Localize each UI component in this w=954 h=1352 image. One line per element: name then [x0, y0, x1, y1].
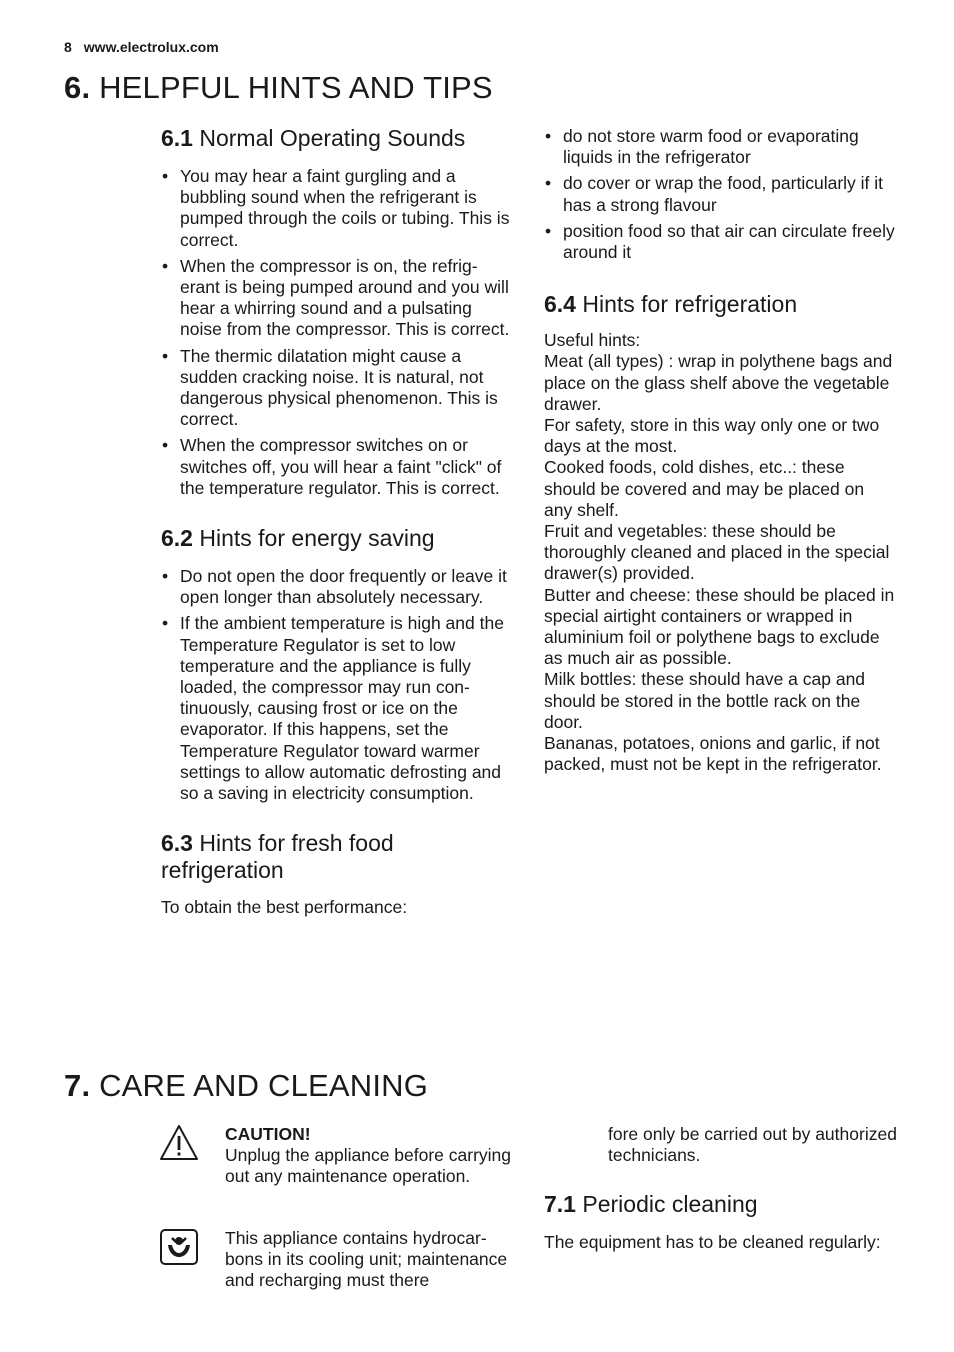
caution-title: CAUTION! [225, 1124, 311, 1144]
energy-list [161, 566, 511, 804]
list-item: • position food so that air can circulate freely around it [544, 221, 896, 263]
hint-line: Butter and cheese: these should be placed in special airtight containers or wrapped in aluminium foil or polythene bags to exclude as much air as possible. [544, 584, 895, 669]
warning-triangle-icon [159, 1124, 201, 1164]
list-item: • You may hear a faint gurgling and a bubbling sound when the refrigerant is pumped through the coils or tubing. This is correct. [161, 166, 511, 251]
subsection-7-1-title: 7.1 Periodic cleaning [544, 1191, 758, 1217]
subsection-6-2-title: 6.2 Hints for energy saving [161, 525, 435, 552]
hint-line: Useful hints: [544, 330, 641, 351]
list-item: • When the compressor switches on or switches off, you will hear a faint "click" of the temperature regulator. This is correct. [161, 435, 511, 499]
section-6-title: 6. HELPFUL HINTS AND TIPS [64, 70, 493, 105]
page-number: 8 [64, 39, 72, 55]
hint-line: Meat (all types) : wrap in polythene bags and place on the glass shelf above the vegetable drawer. [544, 351, 893, 414]
caution-text: Unplug the appliance before carrying out any maintenance operation. [225, 1145, 512, 1187]
subsection-6-3-title: 6.3 Hints for fresh food refrigeration [161, 830, 394, 884]
hydrocarbon-text-continued: fore only be carried out by authorized technicians. [608, 1124, 897, 1166]
hydrocarbon-block [225, 1228, 515, 1292]
right-column [544, 126, 896, 775]
refrigeration-hints [544, 330, 896, 775]
hydrocarbon-continued [608, 1124, 898, 1166]
list-item: • do cover or wrap the food, particularly if it has a strong flavour [544, 173, 896, 215]
caution-block [225, 1124, 515, 1188]
list-item: • If the ambient temperature is high and the Temperature Regulator is set to low temperature and the appliance is fully loaded, the compressor may run continuously, causing frost or ice on the evaporator. If this happens, set the Temperature Regulator toward warmer settings to allow automatic defrosting and so a saving in electricity consumption. [161, 613, 511, 804]
subsection-7-1 [544, 1191, 896, 1253]
recycle-hands-icon [160, 1229, 202, 1269]
periodic-cleaning-text: The equipment has to be cleaned regularly: [544, 1232, 881, 1252]
list-item: • The thermic dilatation might cause a sudden cracking noise. It is natural, not dangerous physical phenomenon. This is correct. [161, 346, 511, 431]
hint-line: Cooked foods, cold dishes, etc..: these should be covered and may be placed on any shelf. [544, 457, 865, 520]
list-item: • When the compressor is on, the refrigerant is being pumped around and you will hear a whirring sound and a pulsating noise from the compressor. This is correct. [161, 256, 511, 341]
hint-line: Fruit and vegetables: these should be thoroughly cleaned and placed in the special drawer(s) provided. [544, 521, 890, 584]
hint-line: Bananas, potatoes, onions and garlic, if not packed, must not be kept in the refrigerator. [544, 733, 882, 775]
fresh-food-list [544, 126, 896, 263]
left-column [161, 125, 511, 918]
subsection-6-1-title: 6.1 Normal Operating Sounds [161, 125, 466, 151]
page-header [64, 39, 231, 55]
list-item: • Do not open the door frequently or leave it open longer than absolutely necessary. [161, 566, 511, 608]
fresh-food-intro: To obtain the best performance: [161, 897, 408, 918]
hydrocarbon-text: This appliance contains hydrocarbons in its cooling unit; maintenance and recharging must there [225, 1228, 508, 1291]
hint-line: Milk bottles: these should have a cap and should be stored in the bottle rack on the door. [544, 669, 866, 732]
list-item: • do not store warm food or evaporating liquids in the refrigerator [544, 126, 896, 168]
hint-line: For safety, store in this way only one or two days at the most. [544, 415, 880, 457]
subsection-6-4-title: 6.4 Hints for refrigeration [544, 291, 798, 318]
section-7-title: 7. CARE AND CLEANING [64, 1068, 429, 1103]
sounds-list [161, 166, 511, 499]
website-url: www.electrolux.com [83, 39, 219, 55]
